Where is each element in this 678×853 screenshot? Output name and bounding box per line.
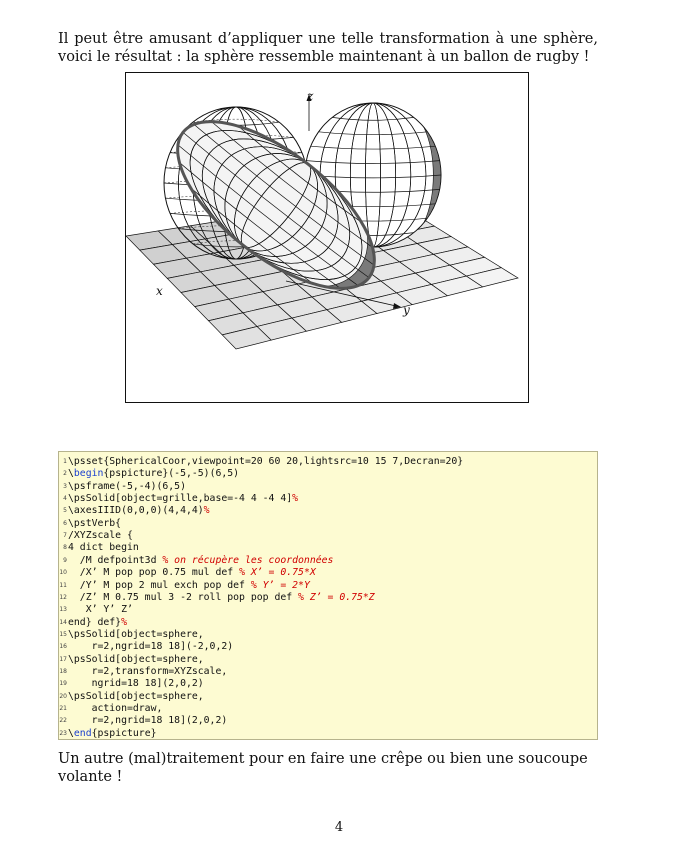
code-line [59,629,599,641]
code-segment: \ [68,468,74,480]
line-number: 4 [63,495,67,503]
line-number: 19 [59,680,67,688]
code-text [68,481,186,493]
code-text [68,691,204,703]
code-text [68,666,227,678]
code-line [59,481,599,493]
code-line [59,678,599,690]
code-line [59,691,599,703]
code-line [59,728,599,740]
code-text [68,715,227,727]
code-text [68,493,298,505]
code-text [68,542,139,554]
line-number: 21 [59,705,67,712]
code-text [68,456,463,468]
code-segment: \psset{SphericalCoor,viewpoint=20 60 20,lightsrc=10 15 7,Decran=20} [68,456,464,467]
line-number: 20 [59,692,67,700]
line-number: 8 [63,544,67,552]
code-segment: \psSolid[object=grille,base=-4 4 -4 4] [68,493,293,505]
code-text [68,617,127,629]
code-text [68,592,375,604]
line-number: 7 [63,532,67,540]
code-segment: \pstVerb{ [68,517,122,529]
code-segment: /M defpoint3d [68,554,163,566]
code-line [59,530,599,542]
line-number: 14 [59,618,67,626]
code-comment: % [121,616,127,628]
line-number: 18 [59,667,67,675]
code-line [59,641,599,653]
code-text [68,641,233,653]
code-segment: X’ Y’ Z’ [68,604,133,616]
line-number: 15 [59,630,67,638]
code-segment: \psSolid[object=sphere, [68,690,204,702]
pstricks-figure [125,72,529,403]
code-line [59,592,599,604]
code-line [59,617,599,629]
outro-paragraph: Un autre (mal)traitement pour en faire une crêpe ou bien une soucoupe volante ! [58,751,588,785]
code-listing [58,451,598,740]
line-number: 11 [59,581,67,589]
code-text [68,567,316,579]
code-line [59,468,599,480]
code-line [59,456,599,468]
code-line [59,493,599,505]
code-segment: r=2,ngrid=18 18](2,0,2) [68,715,228,727]
line-number: 9 [63,556,67,564]
line-number: 17 [59,655,67,663]
code-segment: \ [68,727,74,739]
code-line [59,555,599,567]
code-comment: % on récupère les coordonnées [162,554,334,566]
code-text [68,678,204,690]
figure-canvas [126,73,528,402]
code-segment: /Z’ M 0.75 mul 3 -2 roll pop pop def [68,591,299,603]
code-segment: \axesIIID(0,0,0)(4,4,4) [68,505,204,517]
code-text [68,703,162,715]
line-number: 2 [63,470,67,478]
y-axis-label: y [403,303,410,317]
x-axis-label: x [156,284,163,298]
line-number: 12 [59,593,67,601]
z-axis-label: z [307,89,314,103]
code-segment: /XYZscale { [68,530,133,542]
line-number: 16 [59,643,67,651]
code-comment: % Z’ = 0.75*Z [298,591,375,603]
line-number: 10 [59,569,67,577]
code-text [68,728,157,740]
page-number: 4 [334,820,344,835]
code-line [59,505,599,517]
code-text [68,629,204,641]
code-line [59,666,599,678]
line-number: 3 [63,482,67,490]
code-keyword: begin [73,468,104,480]
code-comment: % X’ = 0.75*X [239,567,316,579]
code-line [59,703,599,715]
code-comment: % Y’ = 2*Y [250,579,310,591]
code-segment: r=2,ngrid=18 18](-2,0,2) [68,641,234,653]
line-number: 13 [59,606,67,614]
code-line [59,654,599,666]
code-segment: /Y’ M pop 2 mul exch pop def [68,579,251,591]
line-number: 5 [63,507,67,515]
code-segment: {pspicture}(-5,-5)(6,5) [103,468,240,480]
code-segment: /X’ M pop pop 0.75 mul def [68,567,240,579]
code-segment: action=draw, [68,703,163,714]
code-segment: \psSolid[object=sphere, [68,628,204,640]
code-comment: % [203,505,210,517]
code-segment: \psSolid[object=sphere, [68,653,204,665]
code-line [59,542,599,554]
code-text [68,518,121,530]
line-number: 22 [59,717,67,725]
code-text [68,654,204,666]
code-segment: \psframe(-5,-4)(6,5) [68,480,186,492]
code-text [68,505,210,517]
code-line [59,715,599,727]
code-text [68,580,310,592]
code-line [59,518,599,530]
code-segment: {pspicture} [91,727,157,739]
code-segment: 4 dict begin [68,542,139,554]
code-text [68,555,333,567]
code-segment: end} def} [68,616,122,628]
code-keyword: end [73,727,92,739]
line-number: 1 [63,458,67,465]
intro-paragraph: Il peut être amusant d’appliquer une telle transformation à une sphère, voici le résultat : la sphère ressemble maintenant à un ballon de rugby ! [58,31,598,65]
code-segment: ngrid=18 18](2,0,2) [68,678,204,690]
code-text [68,530,133,542]
line-number: 6 [63,519,67,527]
code-line [59,604,599,616]
code-text [68,468,239,480]
code-segment: r=2,transform=XYZscale, [68,665,228,677]
code-line [59,567,599,579]
code-line [59,580,599,592]
code-text [68,604,133,616]
code-comment: % [292,493,299,505]
line-number: 23 [59,729,67,737]
